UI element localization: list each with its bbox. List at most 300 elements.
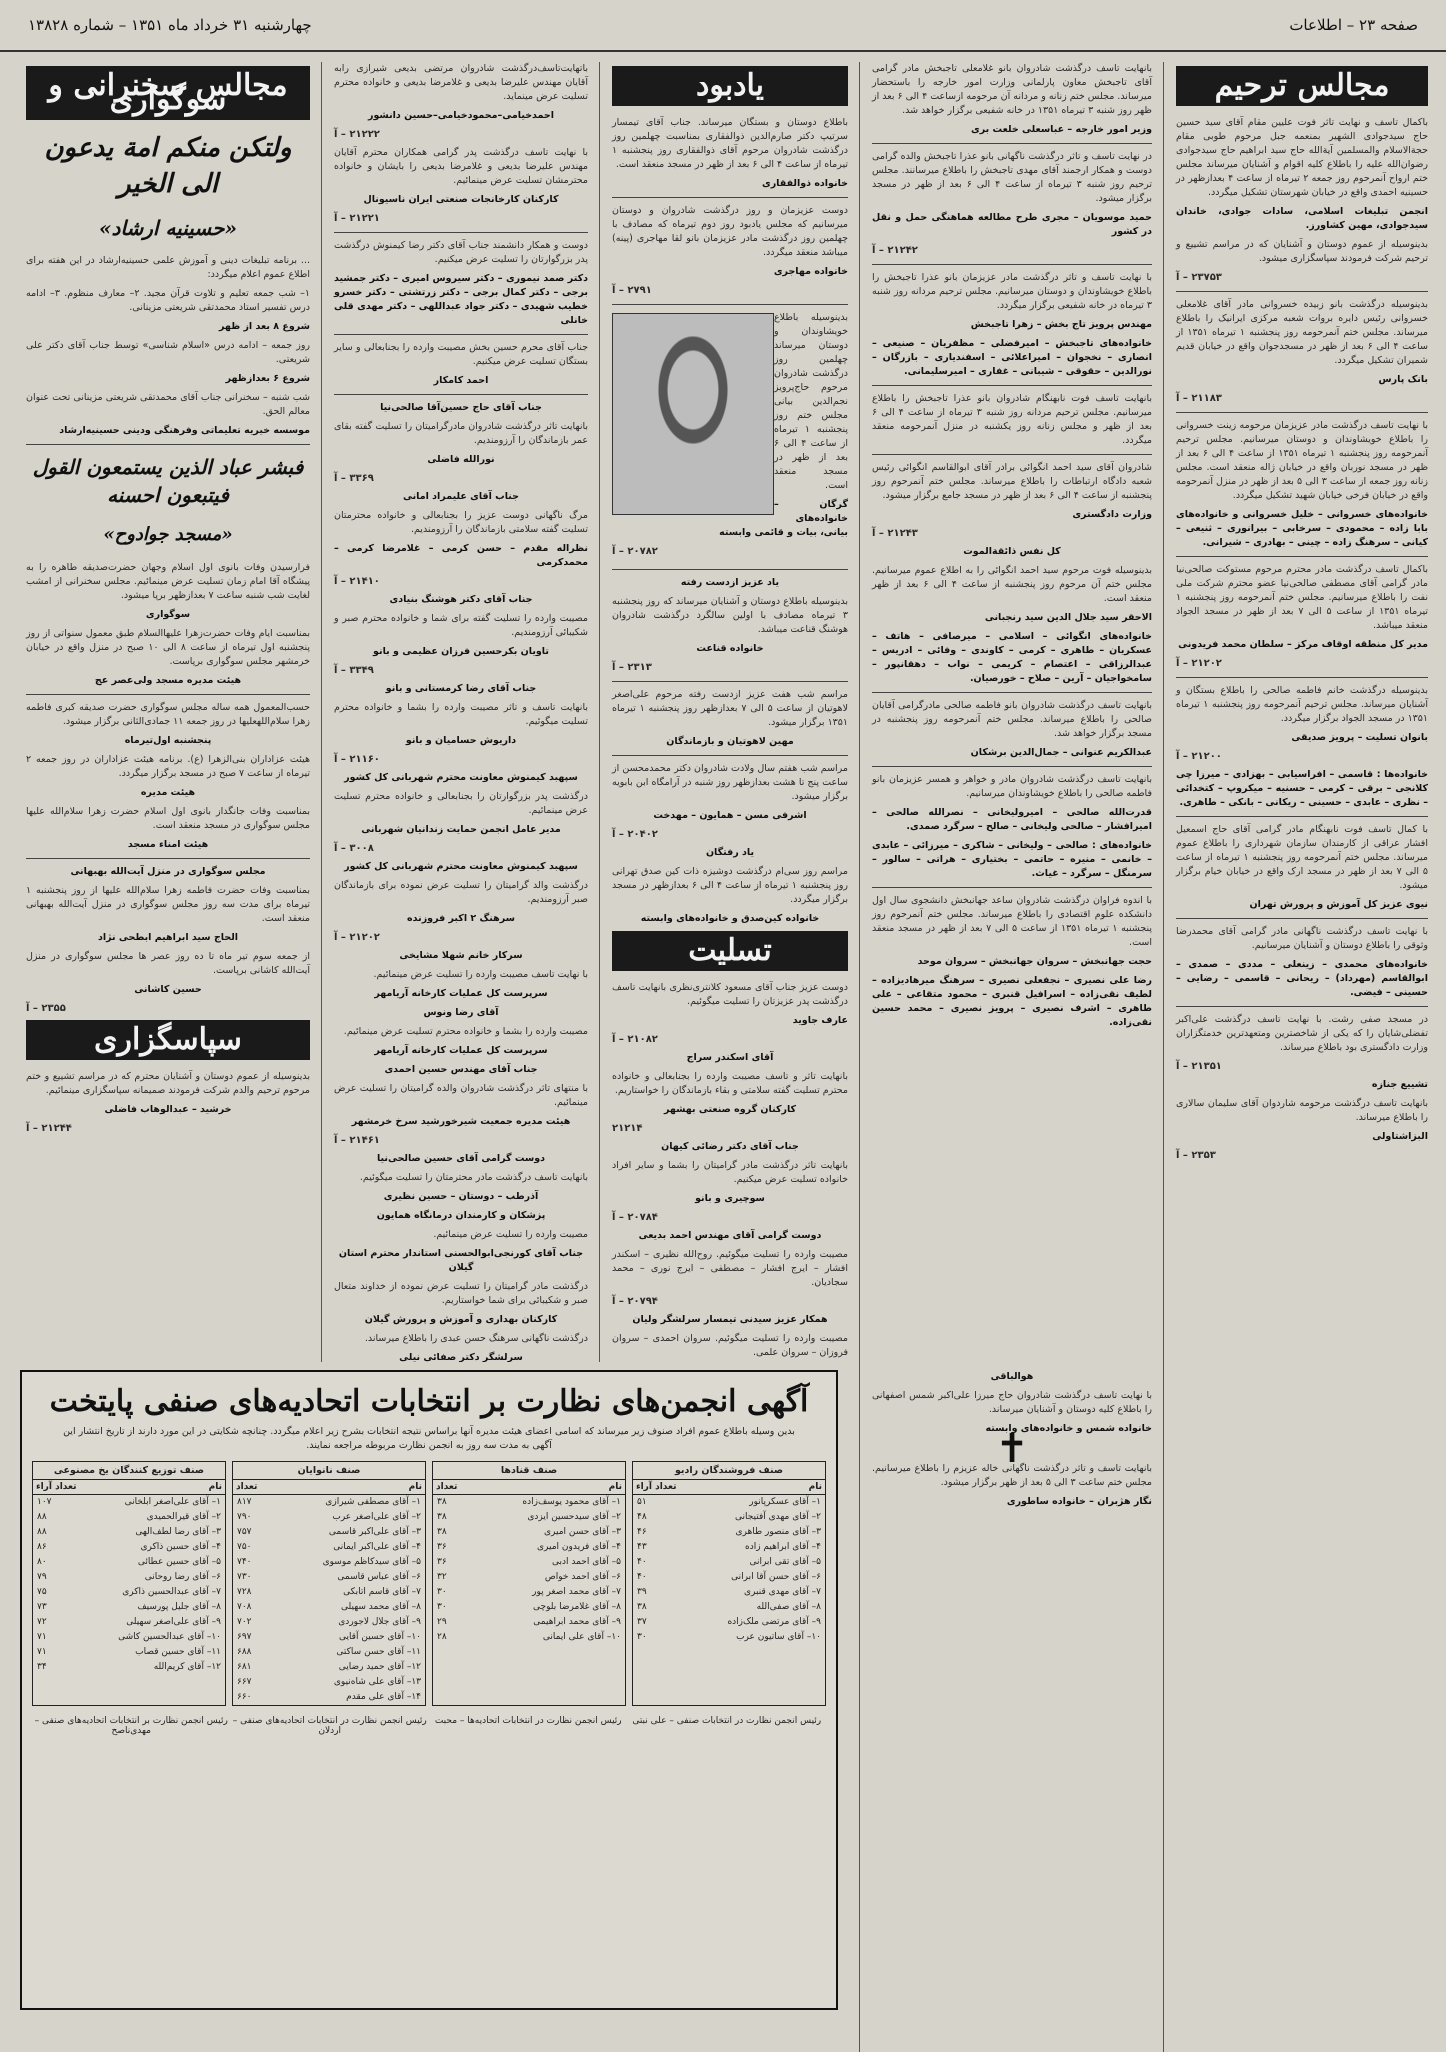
column-2-lower (864, 1370, 1160, 2010)
ad-code: ۲۰۷۸۴ – آ (612, 1212, 658, 1223)
notice-signature: تاویان بکرحسین فرزان عظیمی و بانو (373, 646, 549, 657)
notice-text: بانهایت تاسف و تاثر مصیبت وارده را بشما و خانواده محترم تسلیت میگوئیم. (334, 702, 588, 727)
ad-code: ۲۳۷۵۳ – آ (1176, 272, 1222, 283)
table-row (233, 1510, 425, 1525)
notice-text: جناب آقای محرم حسین بخش مصیبت وارده را بجنابعالی و سایر بستگان تسلیت عرض میکنیم. (334, 342, 588, 367)
divider (334, 394, 588, 395)
family-list: خانواده‌های خسروانی – خلیل خسروانی و خانواده‌های بابا زاده – محمودی – سرخابی – بیرانوری – ثنیعی – کیانی – سرهنگ زاده – چینی – بهادری – شیرانی. (1176, 509, 1428, 548)
vote-count: ۳۰ (437, 1587, 447, 1597)
candidate-name: ۲– آقای مهدی آفتیجانی (734, 1512, 821, 1522)
vote-count: ۸۶ (37, 1542, 47, 1552)
divider (1176, 412, 1428, 413)
candidate-name: ۸– آقای جلیل پورسیف (137, 1602, 221, 1612)
notice-text: با نهایت تاسف درگذشت شادروان حاج میرزا علی‌اکبر شمس اصفهانی را باطلاع کلیه دوستان و آشنایان میرساند. (872, 1390, 1152, 1415)
candidate-name: ۲– آقای قیرالحمیدی (146, 1512, 221, 1522)
table-row (633, 1585, 825, 1600)
vote-count: ۳۶ (437, 1542, 447, 1552)
notice-signature: حسین کاشانی (134, 984, 202, 995)
notice-heading: جناب آقای کورنجی‌ابوالحسنی استاندار محترم استان گیلان (338, 1248, 584, 1273)
vote-count: ۳۸ (437, 1527, 447, 1537)
notice-text: بانهایت تاثر درگذشت مادر گرامیتان را بشما و سایر افراد خانواده تسلیت عرض میکنیم. (612, 1160, 848, 1185)
vote-count: ۲۹ (437, 1617, 447, 1627)
notice-heading: جناب آقای حاج حسین‌آقا صالحی‌نیا (380, 402, 542, 413)
notice-text: مراسم شب هفت عزیز ازدست رفته مرحوم علی‌اصغر لاهوتیان از ساعت ۵ الی ۷ بعدازظهر روز پنجشنبه ۱ تیرماه ۱۳۵۱ برگزار میشود. (612, 689, 848, 728)
divider (612, 681, 848, 682)
vote-count: ۷۲ (37, 1617, 47, 1627)
family-list: رضا علی نصیری – نجفعلی نصیری – سرهنگ میرهادیزاده – لطیف نقی‌زاده – اسرافیل قنبری – محمود متقاعی – علی طاهری – اشرف نصیری – پرویز نصیری – محمد حسین نقی‌زاده. (872, 975, 1152, 1028)
divider (872, 385, 1152, 386)
notice-text: بدینوسیله از عموم دوستان و آشنایان که در مراسم تشییع و ترحیم شرکت فرمودند سپاسگزاری میشود. (1176, 239, 1428, 264)
ad-code: ۳۰۰۸ – آ (334, 843, 374, 854)
column-header-count: تعداد آراء (636, 1482, 677, 1492)
divider (26, 444, 310, 445)
vote-count: ۷۹۰ (237, 1512, 252, 1522)
notice-text: باتهایت‌تاسف‌درگذشت شادروان مرتضی بدیعی شیرازی رابه آقایان مهندس علیرضا بدیعی و غلامرضا بدیعی و خانواده محترم تسلیت عرض مینماید. (334, 63, 588, 102)
notice-signature: هیئت مدیره مسجد ولی‌عصر عج (94, 675, 242, 686)
table-row (33, 1540, 225, 1555)
candidate-name: ۱۰– آقای ساتیون عرب (736, 1632, 821, 1642)
notice-signature: خانواده شمس و خانواده‌های وابسته (985, 1423, 1152, 1434)
notice-signature: خانواده مهاجری (773, 266, 848, 277)
candidate-name: ۱۰– آقای عبدالحسین کاشی (118, 1632, 221, 1642)
family-list: خانواده‌ها : قاسمی – افراسیابی – بهزادی – میرزا چی کلانجی – برقی – کرمی – حسنیه – میکروپ – کتخدائی – نظری – عابدی – حسینی – ریکانی – بانکی – طاهری. (1176, 769, 1428, 808)
column-header-name: نام (608, 1482, 622, 1492)
notice-signature: سرهنگ ۲ اکبر فروزنده (407, 913, 515, 924)
notice-text: مراسم روز سی‌ام درگذشت دوشیزه ذات کین صدق تهرانی روز پنجشنبه ۱ تیرماه از ساعت ۴ الی ۶ بعدازظهر در مسجد برگزار میگردد. (612, 866, 848, 905)
candidate-name: ۵– آقای سیدکاظم موسوی (322, 1557, 421, 1567)
candidate-name: ۳– آقای رضا لطف‌الهی (135, 1527, 221, 1537)
ad-code: ۳۳۶۹ – آ (334, 473, 374, 484)
vote-count: ۶۸۱ (237, 1662, 252, 1672)
column-4 (326, 62, 596, 1362)
table-row (633, 1525, 825, 1540)
table-row (33, 1495, 225, 1510)
ad-code: ۲۰۷۸۲ – آ (612, 546, 658, 557)
notice-signature: وزیر امور خارجه – عباسعلی خلعت بری (971, 124, 1152, 135)
column-1 (1168, 62, 1436, 2052)
notice-text: بمناسبت ایام وفات حضرت‌زهرا علیهاالسلام طبق معمول سنواتی از روز پنجشنبه اول تیرماه از ساعت ۸ الی ۱۰ صبح در منزل واقع در خیابان خرمشهر مجلس سوگواری برپاست. (26, 628, 310, 667)
table-row (233, 1675, 425, 1690)
divider (612, 304, 848, 305)
column-header-name: نام (808, 1482, 822, 1492)
notice-text: مراسم شب هفتم سال ولادت شادروان دکتر محمدمحسن از ساعت پنج تا هشت بعدازظهر روز شنبه در آرامگاه ابن بابویه برگزار میشود. (612, 763, 848, 802)
notice-text: باکمال تاسف درگذشت مادر محترم مرحوم مستوکت صالحی‌نیا مادر گرامی آقای مصطفی صالحی‌نیا عضو محترم شرکت ملی نفت را باطلاع میرسانیم. مجلس ختم آنمرحومه روز پنجشنبه ۱ تیرماه ۱۳۵۱ از ساعت ۵ الی ۷ بعد از ظهر در مسجد الجواد منعقد میباشد. (1176, 564, 1429, 631)
candidate-name: ۲– آقای سیدحسین ایزدی (527, 1512, 621, 1522)
notice-text: روز جمعه – ادامه درس «اسلام شناسی» توسط جناب آقای دکتر علی شریعتی. (26, 340, 310, 365)
table-row (33, 1645, 225, 1660)
election-table (32, 1461, 226, 1706)
header-date-issue: چهارشنبه ۳۱ خرداد ماه ۱۳۵۱ – شماره ۱۳۸۲۸ (28, 16, 312, 34)
vote-count: ۸۸ (37, 1512, 47, 1522)
ad-code: ۲۱۴۶۱ – آ (334, 1135, 380, 1146)
ad-code: ۲۱۲۴۲ – آ (872, 245, 918, 256)
notice-heading: تشییع جنازه (1371, 1079, 1428, 1090)
candidate-name: ۴– آقای حسین ذاکری (140, 1542, 221, 1552)
election-signature: رئیس انجمن نظارت در انتخابات صنفی – علی نبتی (632, 1716, 822, 1726)
vote-count: ۱۰۷ (37, 1497, 52, 1507)
notice-signature: نیوی عزیز کل آموزش و پرورش تهران (1249, 899, 1428, 910)
notice-signature: سرلشگر دکتر صفائی نیلی (399, 1352, 523, 1362)
candidate-name: ۱– آقای مصطفی شیرازی (325, 1497, 421, 1507)
table-row (633, 1615, 825, 1630)
notice-signature: مهین لاهوتیان و بازماندگان (666, 736, 794, 747)
candidate-name: ۳– آقای منصور طاهری (735, 1527, 821, 1537)
column-5 (18, 62, 318, 1362)
table-row (33, 1630, 225, 1645)
candidate-name: ۱– آقای علی‌اصغر ابلخانی (124, 1497, 221, 1507)
column-3 (604, 62, 856, 1362)
vote-count: ۴۰ (637, 1572, 647, 1582)
column-header-count: تعداد آراء (36, 1482, 77, 1492)
notice-text: بدینوسیله از عموم دوستان و آشنایان محترم که در مراسم تشییع و ختم مرحوم ترحیم والدم شرکت فرمودند صمیمانه سپاسگزاری مینمائیم. (26, 1071, 310, 1096)
vote-count: ۵۱ (637, 1497, 647, 1507)
ad-code: ۲۱۲۲۲ – آ (334, 129, 380, 140)
notice-heading: پزشکان و کارمندان درمانگاه همایون (376, 1210, 546, 1221)
notice-signature: گرگان – خانواده‌های بیانی، بیات و قائمی وابسته (719, 499, 848, 538)
notice-signature: مدیر عامل انجمن حمایت زندانیان شهربانی (361, 824, 561, 835)
notice-signature: سرپرست کل عملیات کارخانه آریامهر (374, 1045, 548, 1056)
notice-heading: جناب آقای دکتر رضائی کیهان (661, 1141, 799, 1152)
vote-count: ۶۶۰ (237, 1692, 252, 1702)
ad-code: ۲۱۱۶۰ – آ (334, 754, 380, 765)
notice-text: با منتهای تاثر درگذشت شادروان والده گرامیتان را تسلیت عرض مینمائیم. (334, 1083, 588, 1108)
vote-count: ۳۴ (37, 1662, 47, 1672)
table-row (233, 1615, 425, 1630)
candidate-name: ۸– آقای صفی‌الله (756, 1602, 821, 1612)
table-row (233, 1660, 425, 1675)
notice-signature: کارکنان گروه صنعتی بهشهر (663, 1104, 797, 1115)
candidate-name: ۳– آقای علی‌اکبر قاسمی (328, 1527, 421, 1537)
vote-count: ۸۱۷ (237, 1497, 252, 1507)
notice-signature: خانواده قناعت (696, 643, 764, 654)
election-table-title: صنف نانوایان (233, 1462, 425, 1480)
election-signatures (32, 1716, 826, 1736)
election-notice (20, 1370, 838, 2010)
notice-text: درگذشت والد گرامیتان را تسلیت عرض نموده برای بازماندگان صبر آرزومندیم. (334, 880, 588, 905)
vote-count: ۶۸۸ (237, 1647, 252, 1657)
ad-code: ۲۱۴۱۰ – آ (334, 576, 380, 587)
notice-heading: هوالباقی (990, 1371, 1034, 1382)
table-row (33, 1570, 225, 1585)
candidate-name: ۹– آقای علی‌اصغر سهیلی (126, 1617, 221, 1627)
notice-text: بدینوسیله باطلاع خویشاوندان و دوستان میرساند چهلمین روز درگذشت شادروان مرحوم حاج‌پرویز نجم‌الدین بیانی مجلس ختم روز پنجشنبه ۱ تیرماه از ساعت ۴ الی ۶ بعد از ظهر در مسجد منعقد است. (774, 312, 848, 491)
notice-text: درگذشت پدر بزرگوارتان را بجنابعالی و خانواده محترم تسلیت عرض مینمائیم. (334, 791, 588, 816)
notice-text: بانهایت تاثر و تاسف مصیبت وارده را بجنابعالی و خانواده محترم تسلیت گفته سلامتی و بقاء بازماندگان را خواستاریم. (612, 1071, 848, 1096)
vote-count: ۴۰ (637, 1557, 647, 1567)
table-row (233, 1555, 425, 1570)
notice-signature: آذرطب – دوستان – حسین نظیری (383, 1191, 539, 1202)
notice-text: شادروان آقای سید احمد انگوائی برادر آقای ابوالقاسم انگوائی رئیس شعبه دادگاه ارتباطات را باطلاع میرساند. مجلس ختم آنمرحوم روز پنجشنبه از ساعت ۴ الی ۶ بعد از ظهر در مسجد جامع برگزار میشود. (872, 462, 1152, 501)
notice-heading: مجلس سوگواری در منزل آیت‌الله بهبهانی (70, 866, 266, 877)
notice-heading: آقای اسکندر سراج (686, 1052, 774, 1063)
vote-count: ۷۰۲ (237, 1617, 252, 1627)
table-row (233, 1570, 425, 1585)
candidate-name: ۷– آقای قاسم اتابکی (343, 1587, 421, 1597)
election-table-title: صنف قنادها (433, 1462, 625, 1480)
notice-signature: نورالله فاضلی (427, 454, 495, 465)
divider (872, 143, 1152, 144)
notice-heading: دوست گرامی آقای مهندس احمد بدیعی (638, 1230, 822, 1241)
election-notice-title: آگهی انجمن‌های نظارت بر انتخابات اتحادیه‌های صنفی پایتخت (49, 1384, 809, 1419)
header-page-label: صفحه ۲۳ – اطلاعات (1289, 16, 1418, 34)
election-notice-intro: بدین وسیله باطلاع عموم افراد صنوف زیر میرساند که اسامی اعضای هیئت مدیره آنها براساس نتیجه انتخابات بشرح زیر اعلام میگردد. چنانچه شکایتی در این مورد دارند از تاریخ انتشار این آگهی به مدت سه روز به انجمن نظارت مربوطه مراجعه نمایند. (63, 1426, 795, 1451)
notice-signature: احمد کامکار (433, 375, 489, 386)
notice-signature: بانوان تسلیت – پرویز صدیقی (1291, 732, 1428, 743)
notice-signature: انجمن تبلیغات اسلامی، سادات جوادی، خاندان سیدجوادی، مهین کشاورز. (1176, 206, 1428, 231)
ad-code: ۲۱۳۵۱ – آ (1176, 1061, 1222, 1072)
vote-count: ۸۰ (37, 1557, 47, 1567)
ad-code: ۲۱۲۰۰ – آ (1176, 751, 1222, 762)
candidate-name: ۵– آقای احمد ادبی (551, 1557, 621, 1567)
election-table-header (233, 1480, 425, 1495)
lecture-banner: مجالس سخنرانی و سوگواری (26, 66, 310, 120)
column-rule (859, 62, 860, 2052)
family-list: خانواده‌های تاجبخش – امیرفضلی – مظفریان – صنیعی – انصاری – نخجوان – امیراعلائی – اسفندیاری – بازرگان – نورالدین – حقوقی – شیبانی – غفاری – امیرسلیمانی. (872, 338, 1152, 377)
candidate-name: ۱۲– آقای کریم‌الله (153, 1662, 221, 1672)
table-row (633, 1540, 825, 1555)
memorial-banner: مجالس ترحیم (1176, 66, 1428, 106)
notice-text: بانهایت تاسف فوت نابهنگام شادروان بانو عذرا تاجبخش را باطلاع میرسانیم. مجلس ترحیم مردانه روز شنبه ۳ تیرماه از ساعت ۴ الی ۶ بعد از ظهر و مجلس زنانه روز یکشنبه در منزل آنمرحومه منعقد میگردد. (872, 393, 1153, 446)
candidate-name: ۶– آقای حسن آقا ابرانی (731, 1572, 821, 1582)
condolence-banner: تسلیت (612, 931, 848, 971)
notice-signature: هیئت مدیره (140, 787, 196, 798)
notice-text: در مسجد صفی رشت. با نهایت تاسف درگذشت علی‌اکبر تفضلی‌شایان را که یکی از شاخصترین ومتعهدترین خدمتگزاران وزارت دادگستری بود باطلاع میرساند. (1176, 1014, 1428, 1053)
page-header (0, 0, 1446, 52)
vote-count: ۷۵۰ (237, 1542, 252, 1552)
calligraphy-subheading: «مسجد جوادوح» (103, 524, 233, 545)
family-list: خانواده‌های محمدی – زینعلی – مددی – صمدی – ابوالقاسم (مهرداد) – ریحانی – قاسمی – رضایی – حسینی – فیضی. (1176, 959, 1428, 998)
table-row (633, 1570, 825, 1585)
ad-code: ۲۰۷۹۴ – آ (612, 1296, 658, 1307)
column-header-name: نام (208, 1482, 222, 1492)
notice-text: بانهایت تاسف درگذشت مرحومه شاردوان آقای سلیمان سالاری را باطلاع میرساند. (1176, 1098, 1428, 1123)
candidate-name: ۴– آقای ابراهیم زاده (744, 1542, 821, 1552)
vote-count: ۸۸ (37, 1527, 47, 1537)
notice-heading: جناب آقای دکتر هوشنگ بنیادی (389, 594, 533, 605)
vote-count: ۷۲۸ (237, 1587, 252, 1597)
notice-heading: یاد رفتگان (705, 847, 755, 858)
notice-text: بدینوسیله درگذشت بانو زبیده خسروانی مادر آقای غلامعلی خسروانی رئیس دایره بروات شعبه مرکزی ایرانیک را باطلاع میرساند. مجلس ختم آنمرحومه روز پنجشنبه ۱ تیرماه ۱۳۵۱ از ساعت ۴ الی ۶ بعد از ظهر در مسجدجوان واقع در خیابان قدیم شمیران تشکیل میگردد. (1176, 299, 1429, 366)
notice-text: با نهایت تاسف درگذشت ناگهانی مادر گرامی آقای محمدرضا وثوقی را باطلاع دوستان و آشنایان میرسانیم. (1176, 926, 1428, 951)
ad-code: ۲۱۲۴۳ – آ (872, 528, 918, 539)
notice-signature: بانک پارس (1378, 374, 1428, 385)
notice-text: بانهایت تاسف درگذشت شادروان بانو فاطمه صالحی مادرگرامی آقایان صالحی را باطلاع میرساند. مجلس ختم آنمرحومه روز پنجشنبه در مسجد برگزار خواهد شد. (872, 700, 1152, 739)
vote-count: ۳۸ (437, 1512, 447, 1522)
candidate-name: ۹– آقای مرتضی ملک‌زاده (727, 1617, 821, 1627)
ad-code: ۲۱۰۸۲ – آ (612, 1034, 658, 1045)
notice-signature: خانواده ذوالفقاری (761, 178, 848, 189)
table-row (33, 1555, 225, 1570)
notice-text: با نهایت تاسف مصیبت وارده را تسلیت عرض مینمائیم. (373, 969, 588, 980)
candidate-name: ۲– آقای علی‌اصغر عرب (332, 1512, 421, 1522)
table-row (33, 1660, 225, 1675)
notice-signature: حجت جهانبخش – سروان جهانبخش – سروان موحد (917, 956, 1152, 967)
ad-code: ۲۱۲۲۱ – آ (334, 213, 380, 224)
vote-count: ۷۱ (37, 1632, 47, 1642)
table-row (433, 1540, 625, 1555)
candidate-name: ۳– آقای حسن امیری (543, 1527, 621, 1537)
notice-text: بانهایت تاسف درگذشت مادر محترمتان را تسلیت میگوئیم. (359, 1172, 588, 1183)
divider (1176, 918, 1428, 919)
candidate-name: ۶– آقای عباس قاسمی (337, 1572, 421, 1582)
table-row (233, 1525, 425, 1540)
vote-count: ۳۸ (437, 1497, 447, 1507)
notice-heading: جناب آقای مهندس حسین احمدی (384, 1064, 538, 1075)
table-row (433, 1630, 625, 1645)
notice-text: بانهایت تاسف و تاثر درگذشت ناگهانی خاله عزیزم را باطلاع میرسانیم. مجلس ختم ساعت ۳ الی ۵ بعد از ظهر برگزار میشود. (872, 1463, 1152, 1488)
election-table-title: صنف فروشندگان رادیو (633, 1462, 825, 1480)
notice-text: ۱– شب جمعه تعلیم و تلاوت قرآن مجید. ۲– معارف منظوم. ۳– ادامه درس تفسیر استاد محمدتقی شریعتی مزینانی. (26, 288, 310, 313)
election-table (632, 1461, 826, 1706)
notice-heading: یاد عزیز ازدست رفته (680, 577, 780, 588)
election-table-header (633, 1480, 825, 1495)
column-header-count: تعداد (236, 1482, 258, 1492)
notice-signature: خرشید – عبدالوهاب فاضلی (104, 1104, 232, 1115)
divider (612, 755, 848, 756)
table-row (633, 1630, 825, 1645)
notice-text: بمناسبت وفات حضرت فاطمه زهرا سلام‌الله علیها از روز پنجشنبه ۱ تیرماه برای مدت سه روز مجلس سوگواری در منزل آیت‌الله بهبهانی منعقد است. (26, 885, 310, 924)
notice-text: با اندوه فراوان درگذشت شادروان ساعد جهانبخش دانشجوی سال اول دانشکده علوم اقتصادی را باطلاع میرساند. مجلس ختم آنمرحوم روز پنجشنبه ۱ تیرماه ۱۳۵۱ از ساعت ۵ الی ۷ بعد از ظهر در مسجد منعقد است. (872, 895, 1153, 948)
candidate-name: ۱۰– آقای علی ایمانی (542, 1632, 621, 1642)
family-list: قدرت‌الله صالحی – امیرولیخانی – نصرالله صالحی – امیرافشار – صالحی ولیخانی – صالح – سرگرد صمدی. (872, 807, 1152, 832)
candidate-name: ۱۰– آقای حسین آقایی (338, 1632, 421, 1642)
table-row (233, 1630, 425, 1645)
candidate-name: ۱۲– آقای حمید رضایی (338, 1662, 421, 1672)
ad-code: ۲۳۱۳ – آ (612, 662, 652, 673)
divider (1176, 1006, 1428, 1007)
notice-signature: موسسه خیریه تعلیماتی وفرهنگی ودینی حسینیه‌ارشاد (59, 425, 310, 436)
notice-text: بانهایت تاثر درگذشت شادروان مادرگرامیتان را تسلیت گفته بقای عمر بازماندگان را آرزومندیم. (334, 421, 588, 446)
notice-heading: سپهبد کیمنوش معاونت محترم شهربانی کل کشور (344, 772, 578, 783)
candidate-name: ۶– آقای رضا روحانی (144, 1572, 221, 1582)
candidate-name: ۷– آقای مهدی قنبری (744, 1587, 821, 1597)
notice-text: مصیبت وارده را تسلیت میگوئیم. سروان احمدی – سروان فروزان – سروان علمی. (612, 1333, 848, 1358)
vote-count: ۷۰۸ (237, 1602, 252, 1612)
vote-count: ۷۵ (37, 1587, 47, 1597)
notice-text: ... برنامه تبلیغات دینی و آموزش علمی حسینیه‌ارشاد در این هفته برای اطلاع عموم اعلام میگردد: (26, 255, 310, 280)
vote-count: ۷۹ (37, 1572, 47, 1582)
calligraphy-heading: ولتکن منکم امة یدعون الی الخیر (44, 133, 292, 199)
vote-count: ۷۳۰ (237, 1572, 252, 1582)
election-table-header (433, 1480, 625, 1495)
notice-signature: مدیر کل منطقه اوقاف مرکز – سلطان محمد فریدونی (1178, 639, 1428, 650)
divider (26, 694, 310, 695)
vote-count: ۷۴۰ (237, 1557, 252, 1567)
table-row (633, 1510, 825, 1525)
divider (26, 858, 310, 859)
notice-signature: احمدخیامی‌–محمودخیامی–حسین دانشور (368, 110, 554, 121)
table-row (433, 1615, 625, 1630)
divider (1176, 816, 1428, 817)
divider (1176, 556, 1428, 557)
notice-heading: پنجشنبه اول‌تیر‌ماه (124, 735, 212, 746)
notice-signature: کارکنان کارخانجات صنعتی ایران ناسیونال (363, 194, 559, 205)
notice-signature: عبدالکریم عنوانی – جمال‌الدین برشکان (970, 747, 1152, 758)
candidate-name: ۱– آقای عسکرپانور (749, 1497, 821, 1507)
notice-text: شب شنبه – سخنرانی جناب آقای محمدتقی شریعتی مزینانی تحت عنوان معالم الحق. (26, 392, 310, 417)
notice-signature: نظر‌اله مقدم – حسن کرمی – غلامرضا کرمی – محمدکرمی (334, 543, 588, 568)
family-list: خانواده‌های : صالحی – ولیخانی – شاکری – میرزائی – عابدی – خانمی – منیره – حاتمی – بختیاری – هراتی – سالور – سرمنگل – سرگرد – غیاث. (872, 840, 1152, 879)
table-row (433, 1570, 625, 1585)
divider (612, 569, 848, 570)
vote-count: ۳۰ (437, 1602, 447, 1612)
table-row (433, 1585, 625, 1600)
candidate-name: ۹– آقای جلال لاجوردی (338, 1617, 421, 1627)
notice-heading: سرکار خانم شهلا مشایخی (399, 950, 523, 961)
table-row (633, 1600, 825, 1615)
divider (872, 692, 1152, 693)
notice-text: درگذشت مادر گرامیتان را تسلیت عرض نموده از خداوند متعال صبر و شکیبائی برای شما خواستاریم. (334, 1281, 588, 1306)
divider (334, 334, 588, 335)
notice-heading: همکار عزیز سیدنی تیمسار سرلشگر ولیان (632, 1314, 828, 1325)
table-row (233, 1495, 425, 1510)
election-signature: رئیس انجمن نظارت در انتخابات اتحادیه‌های صنفی – اردلان (232, 1716, 427, 1736)
photo-notice (612, 311, 848, 563)
election-signature: رئیس انجمن نظارت در انتخابات اتحادیه‌ها – محبت (434, 1716, 622, 1726)
divider (872, 454, 1152, 455)
column-header-count: تعداد (436, 1482, 458, 1492)
ad-code: ۲۱۲۴۴ – آ (26, 1123, 72, 1134)
notice-heading: جناب آقای رضا کرمستانی و بانو (385, 683, 537, 694)
notice-text: هیئت عزاداران بنی‌الزهرا (ع). برنامه هیئت عزاداران در روز جمعه ۲ تیرماه از ساعت ۷ صبح در مسجد برگزار میگردد. (26, 754, 310, 779)
vote-count: ۷۵۷ (237, 1527, 252, 1537)
ad-code: ۲۱۲۱۴ (612, 1123, 643, 1134)
notice-signature: وزارت دادگستری (1072, 509, 1152, 520)
notice-text: در نهایت تاسف و تاثر درگذشت ناگهانی بانو عذرا تاجبخش والده گرامی دوست و همکار ارجمند آقای مهدی تاجبخش را باطلاع میرسانند. مجلس ترحیم روز شنبه ۳ تیرماه از ساعت ۴ الی ۶ بعد از ظهر در مسجد برگزار میشود. (872, 151, 1152, 204)
candidate-name: ۱۱– آقای حسن ساکتی (336, 1647, 421, 1657)
vote-count: ۲۸ (437, 1632, 447, 1642)
table-row (33, 1585, 225, 1600)
ad-code: ۲۰۴۰۲ – آ (612, 829, 658, 840)
election-table (232, 1461, 426, 1706)
vote-count: ۴۶ (637, 1527, 647, 1537)
notice-signature: خانواده کین‌صدق و خانواده‌های وابسته (640, 913, 820, 924)
election-table-title: صنف توزیع کنندگان یخ مصنوعی (33, 1462, 225, 1480)
candidate-name: ۵– آقای حسین عطائی (137, 1557, 221, 1567)
table-row (433, 1600, 625, 1615)
table-row (433, 1495, 625, 1510)
table-row (33, 1510, 225, 1525)
notice-text: بدینوسیله درگذشت خانم فاطمه صالحی را باطلاع بستگان و آشنایان میرساند. مجلس ترحیم آنمرحومه روز پنجشنبه ۱ تیرماه ۱۳۵۱ در مسجد الجواد برگزار میگردد. (1176, 685, 1429, 724)
notice-text: با نهایت تاسف درگذشت پدر گرامی همکاران محترم آقایان مهندس علیرضا بدیعی و غلامرضا بدیعی را بایشان و خانواده محترمشان تسلیت عرض مینمائیم. (334, 147, 588, 186)
ad-code: ۲۱۲۰۲ – آ (334, 932, 380, 943)
notice-signature: کارکنان بهداری و آموزش و پرورش گیلان (364, 1314, 558, 1325)
cross-icon: ✝ (995, 1426, 1029, 1472)
notice-signature: الاحقر سید جلال الدین سید رنجبانی (984, 612, 1152, 623)
notice-heading: کل نفس ذائقةالموت (963, 546, 1061, 557)
table-row (633, 1495, 825, 1510)
notice-heading: سوگواری (145, 609, 191, 620)
notice-text: باطلاع دوستان و بستگان میرساند. جناب آقای تیمسار سرتیپ دکتر صارم‌الدین ذوالفقاری بمناسبت چهلمین روز درگذشت شادروان مرحوم آقای ذوالفقاری روز پنجشنبه ۱ تیرماه از ساعت ۴ الی ۶ بعد از ظهر در مسجد منعقد است. (612, 117, 848, 170)
candidate-name: ۹– آقای محمد ابراهیمی (533, 1617, 621, 1627)
divider (872, 264, 1152, 265)
candidate-name: ۸– آقای محمد سهیلی (341, 1602, 421, 1612)
column-rule (1163, 62, 1164, 2052)
notice-heading: جناب آقای علیمراد امانی (402, 491, 520, 502)
portrait-photo (612, 313, 774, 515)
notice-heading: دوست گرامی آقای حسین صالحی‌نیا (376, 1153, 546, 1164)
remembrance-banner: یادبود (612, 66, 848, 106)
notice-heading: آقای رضا ونوس (423, 1007, 499, 1018)
table-row (433, 1555, 625, 1570)
divider (1176, 677, 1428, 678)
candidate-name: ۵– آقای تقی ابرانی (749, 1557, 821, 1567)
vote-count: ۳۸ (637, 1602, 647, 1612)
notice-text: با کمال تاسف فوت نابهنگام مادر گرامی آقای حاج اسمعیل افشار عراقی از کارمندان سازمان شهرداری را باطلاع عموم میرساند. مجلس ختم آنمرحومه روز پنجشنبه ۱ تیرماه از ساعت ۵ الی ۷ بعد از ظهر در مسجد ارک واقع در خیابان خیام برگزار میشود. (1176, 824, 1428, 891)
notice-text: مصیبت وارده را تسلیت عرض مینمائیم. (433, 1229, 588, 1240)
thanks-banner: سپاسگزاری (26, 1020, 310, 1060)
notice-text: مرگ ناگهانی دوست عزیز را بجنابعالی و خانواده محترمتان تسلیت گفته سلامتی بازماندگان را آرزومندیم. (334, 510, 588, 535)
